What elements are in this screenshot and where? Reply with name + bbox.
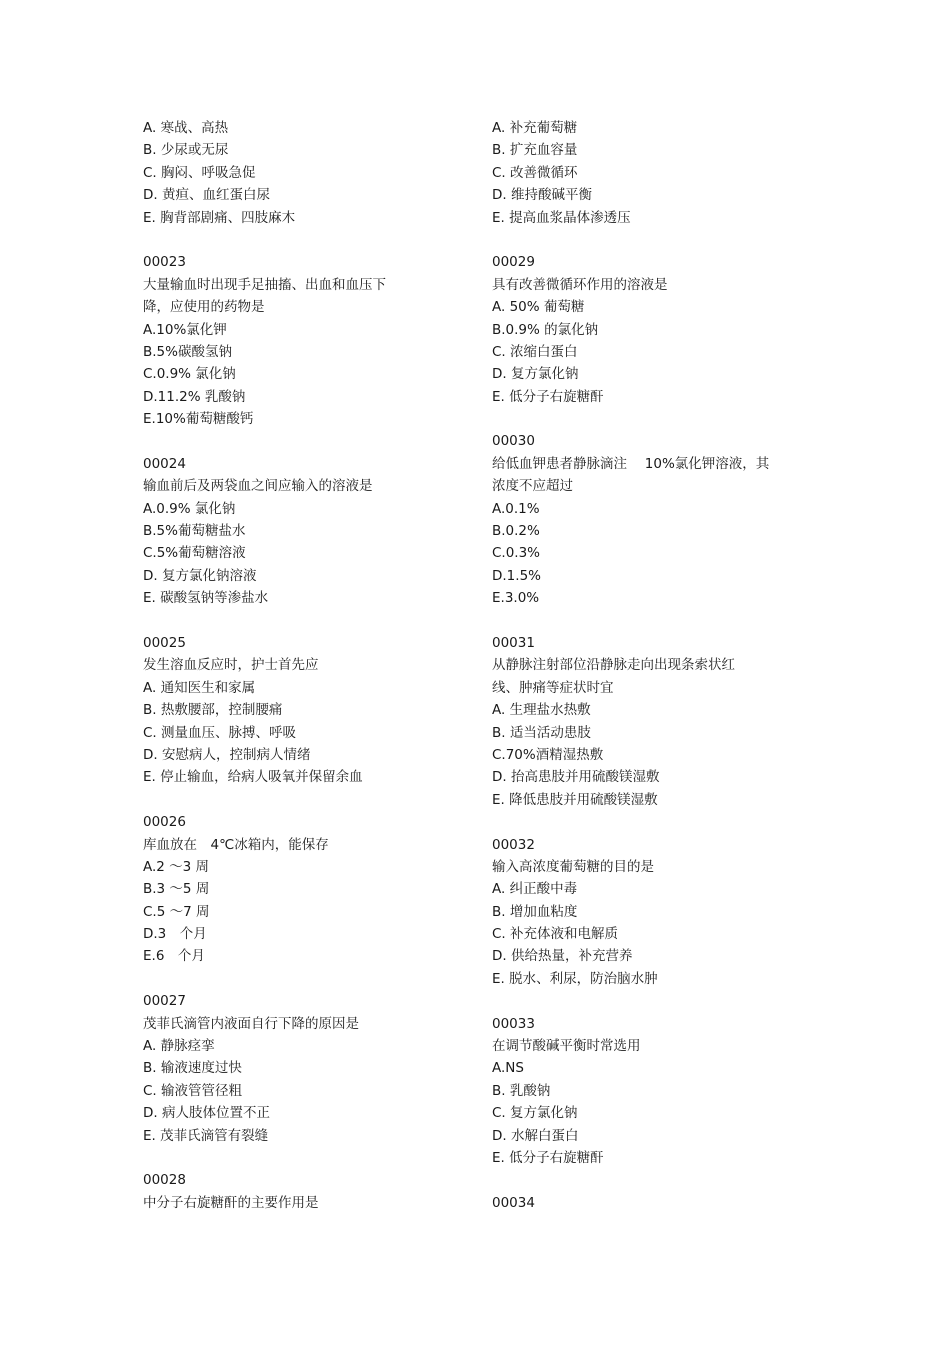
- text-line: E.6 个月: [143, 948, 205, 965]
- question-block: [143, 990, 473, 1147]
- text-line: B. 乳酸钠: [492, 1082, 551, 1099]
- text-line: 输入高浓度葡萄糖的目的是: [492, 858, 654, 875]
- text-line: C. 补充体液和电解质: [492, 926, 619, 943]
- text-line: C. 胸闷、呼吸急促: [143, 164, 256, 181]
- text-line: C.5 ～7 周: [143, 903, 210, 920]
- block-spacer: [492, 811, 822, 833]
- block-spacer: [143, 430, 473, 452]
- text-line: B. 少尿或无尿: [143, 142, 229, 159]
- text-line: C. 浓缩白蛋白: [492, 343, 578, 360]
- text-line: D. 水解白蛋白: [492, 1127, 579, 1144]
- text-line: B. 输液速度过快: [143, 1060, 242, 1077]
- question-block: [143, 117, 473, 229]
- text-line: E. 脱水、利尿，防治脑水肿: [492, 970, 658, 987]
- text-line: C. 改善微循环: [492, 164, 578, 181]
- text-line: D.3 个月: [143, 926, 207, 943]
- block-spacer: [492, 408, 822, 430]
- text-line: C. 输液管管径粗: [143, 1082, 243, 1099]
- text-line: C. 复方氯化钠: [492, 1105, 578, 1122]
- text-line: A. 补充葡萄糖: [492, 120, 578, 136]
- text-line: E. 提高血浆晶体渗透压: [492, 209, 631, 226]
- text-line: 浓度不应超过: [492, 478, 573, 495]
- text-line: A. 50% 葡萄糖: [492, 299, 585, 316]
- text-line: 在调节酸碱平衡时常选用: [492, 1038, 641, 1055]
- text-line: D. 黄疸、血红蛋白尿: [143, 187, 270, 204]
- text-line: C.70%酒精湿热敷: [492, 746, 604, 763]
- text-line: A. 通知医生和家属: [143, 679, 256, 696]
- block-spacer: [492, 229, 822, 251]
- text-line: 具有改善微循环作用的溶液是: [492, 276, 668, 293]
- text-line: E.3.0%: [492, 590, 540, 607]
- text-line: E. 停止输血，给病人吸氧并保留余血: [143, 769, 363, 786]
- question-block: [492, 430, 822, 609]
- text-line: 大量输血时出现手足抽搐、出血和血压下: [143, 276, 386, 293]
- text-line: 库血放在 4℃冰箱内，能保存: [143, 836, 329, 853]
- text-line: A. 静脉痉挛: [143, 1038, 215, 1055]
- text-line: A. 生理盐水热敷: [492, 702, 591, 719]
- question-block: [492, 251, 822, 408]
- question-block: [492, 117, 822, 229]
- question-block: [143, 632, 473, 789]
- text-line: B.5%葡萄糖盐水: [143, 523, 246, 540]
- block-spacer: [143, 789, 473, 811]
- question-block: [492, 1192, 822, 1214]
- text-line: A.10%氯化钾: [143, 321, 227, 338]
- text-line: 00034: [492, 1194, 535, 1211]
- text-line: C.0.3%: [492, 545, 541, 562]
- question-block: [143, 453, 473, 610]
- text-line: D.11.2% 乳酸钠: [143, 388, 246, 405]
- text-line: 00024: [143, 455, 186, 472]
- text-line: A.NS: [492, 1060, 524, 1077]
- text-line: A. 寒战、高热: [143, 120, 229, 136]
- text-line: 00032: [492, 836, 535, 853]
- text-line: B. 适当活动患肢: [492, 724, 591, 741]
- text-line: 发生溶血反应时，护士首先应: [143, 657, 319, 674]
- text-line: 降，应使用的药物是: [143, 299, 265, 316]
- text-line: 中分子右旋糖酐的主要作用是: [143, 1194, 319, 1211]
- text-line: D. 维持酸碱平衡: [492, 187, 592, 204]
- text-line: C. 测量血压、脉搏、呼吸: [143, 724, 297, 741]
- block-spacer: [143, 610, 473, 632]
- text-line: B. 扩充血容量: [492, 142, 578, 159]
- question-block: [492, 632, 822, 811]
- block-spacer: [143, 1147, 473, 1169]
- text-line: C.5%葡萄糖溶液: [143, 545, 246, 562]
- text-line: E. 碳酸氢钠等渗盐水: [143, 590, 269, 607]
- text-line: D. 供给热量，补充营养: [492, 948, 633, 965]
- question-block: [492, 1013, 822, 1170]
- block-spacer: [143, 229, 473, 251]
- text-line: D. 复方氯化钠溶液: [143, 567, 257, 584]
- text-line: B. 热敷腰部，控制腰痛: [143, 702, 283, 719]
- right-column: [492, 117, 822, 1214]
- text-line: 00030: [492, 433, 535, 450]
- block-spacer: [143, 968, 473, 990]
- text-line: B. 增加血粘度: [492, 903, 578, 920]
- block-spacer: [492, 990, 822, 1012]
- text-line: 00027: [143, 993, 186, 1010]
- text-line: 00028: [143, 1172, 186, 1189]
- text-line: A.0.1%: [492, 500, 540, 517]
- text-line: E. 胸背部剧痛、四肢麻木: [143, 209, 296, 226]
- left-column: [143, 117, 473, 1214]
- block-spacer: [492, 1169, 822, 1191]
- text-line: E. 低分子右旋糖酐: [492, 388, 604, 405]
- text-line: A.0.9% 氯化钠: [143, 500, 236, 517]
- question-block: [143, 1169, 473, 1214]
- text-line: B.0.2%: [492, 523, 540, 540]
- text-line: E.10%葡萄糖酸钙: [143, 411, 254, 428]
- text-line: 给低血钾患者静脉滴注 10%氯化钾溶液，其: [492, 455, 770, 472]
- text-line: E. 低分子右旋糖酐: [492, 1149, 604, 1166]
- block-spacer: [492, 610, 822, 632]
- text-line: 从静脉注射部位沿静脉走向出现条索状红: [492, 657, 735, 674]
- text-line: 00023: [143, 254, 186, 271]
- text-line: E. 降低患肢并用硫酸镁湿敷: [492, 791, 658, 808]
- text-line: B.5%碳酸氢钠: [143, 343, 232, 360]
- question-block: [143, 251, 473, 430]
- text-line: E. 茂菲氏滴管有裂缝: [143, 1127, 269, 1144]
- text-line: 线、肿痛等症状时宜: [492, 679, 614, 696]
- text-line: 00031: [492, 634, 535, 651]
- text-line: 00026: [143, 814, 186, 831]
- text-line: A. 纠正酸中毒: [492, 881, 578, 898]
- text-line: B.0.9% 的氯化钠: [492, 321, 599, 338]
- text-line: D. 抬高患肢并用硫酸镁湿敷: [492, 769, 660, 786]
- text-line: D. 病人肢体位置不正: [143, 1105, 270, 1122]
- text-line: C.0.9% 氯化钠: [143, 366, 236, 383]
- text-line: 输血前后及两袋血之间应输入的溶液是: [143, 478, 373, 495]
- question-block: [492, 834, 822, 991]
- text-line: A.2 ～3 周: [143, 858, 210, 875]
- text-line: D. 安慰病人，控制病人情绪: [143, 746, 311, 763]
- question-block: [143, 811, 473, 968]
- text-line: D.1.5%: [492, 567, 541, 584]
- text-line: 00029: [492, 254, 535, 271]
- text-line: 茂菲氏滴管内液面自行下降的原因是: [143, 1015, 359, 1032]
- text-line: B.3 ～5 周: [143, 881, 210, 898]
- text-line: D. 复方氯化钠: [492, 366, 579, 383]
- text-line: 00033: [492, 1015, 535, 1032]
- text-line: 00025: [143, 634, 186, 651]
